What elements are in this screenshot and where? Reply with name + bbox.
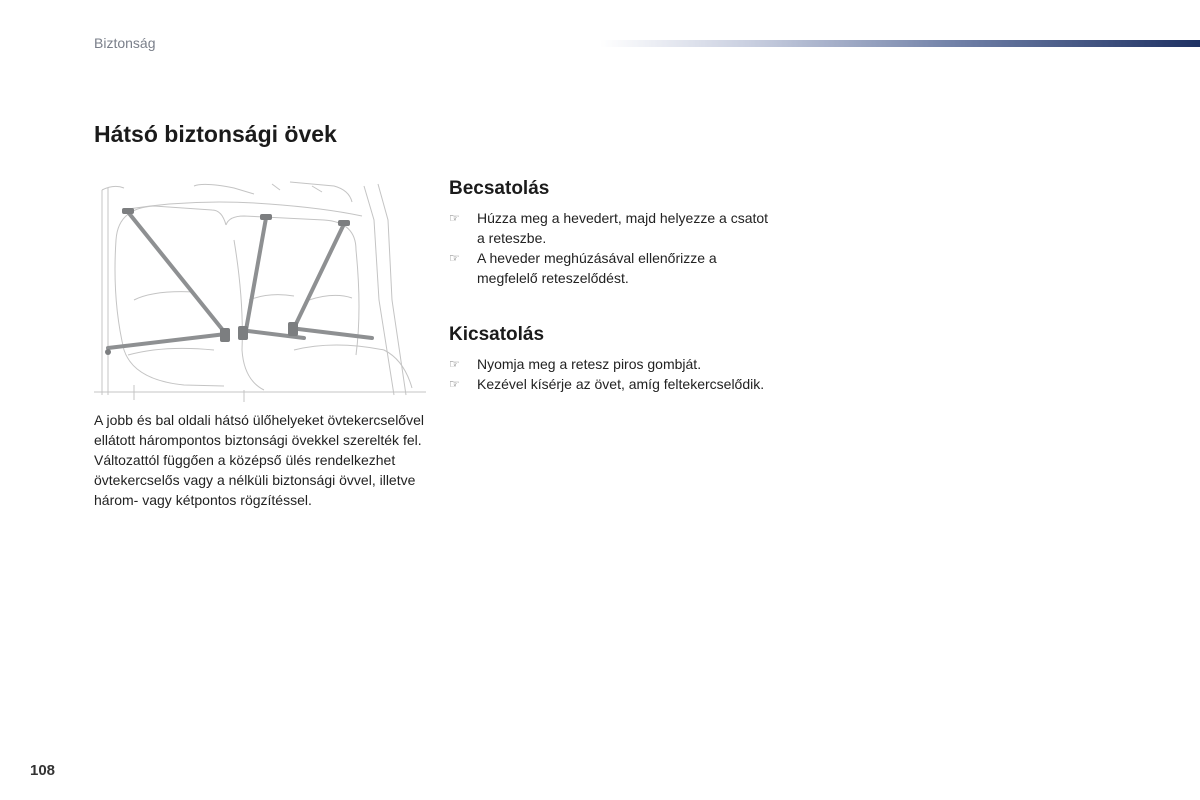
section-unfastening-list [449, 354, 769, 394]
buckle-left-icon [220, 328, 230, 342]
section-fastening-list [449, 208, 769, 288]
section-unfastening-title: Kicsatolás [449, 324, 545, 345]
belt-middle-diagonal [246, 218, 266, 330]
list-item-text: A heveder meghúzásával ellenőrizze a megfelelő reteszelődést. [477, 250, 717, 286]
section-fastening-title: Becsatolás [449, 178, 550, 199]
buckle-right-icon [288, 322, 298, 336]
pointing-hand-icon: ☞ [449, 211, 460, 225]
anchor-left-icon [105, 349, 111, 355]
header-gradient-bar [600, 40, 1200, 47]
intro-paragraph-2: Változattól függően a középső ülés rendelkezhet övtekercselős vagy a nélküli biztonsági övvel, illetve három- vagy kétpontos rögzítéssel. [94, 452, 416, 508]
list-item [449, 354, 769, 374]
buckle-middle-icon [238, 326, 248, 340]
belt-left-diagonal [128, 212, 226, 334]
retractor-middle-icon [260, 214, 272, 220]
list-item-text: Húzza meg a hevedert, majd helyezze a csatot a reteszbe. [477, 210, 769, 246]
list-item-text: Nyomja meg a retesz piros gombját. [477, 356, 702, 372]
retractor-right-icon [338, 220, 350, 226]
retractor-left-icon [122, 208, 134, 214]
rear-seat-belts-illustration [94, 180, 426, 402]
list-item [449, 374, 769, 394]
list-item [449, 248, 769, 288]
section-unfastening [449, 324, 769, 394]
intro-text [94, 410, 429, 510]
section-fastening [449, 178, 769, 288]
pointing-hand-icon: ☞ [449, 357, 460, 371]
intro-paragraph-1: A jobb és bal oldali hátsó ülőhelyeket övtekercselővel ellátott hárompontos biztonsági övekkel szerelték fel. [94, 412, 424, 448]
page-number: 108 [30, 762, 56, 779]
belt-right-diagonal [294, 224, 344, 328]
page-title: Hátsó biztonsági övek [94, 121, 337, 147]
pointing-hand-icon: ☞ [449, 251, 460, 265]
list-item [449, 208, 769, 248]
belt-left-lap [108, 334, 226, 348]
section-label: Biztonság [94, 35, 156, 51]
list-item-text: Kezével kísérje az övet, amíg feltekercselődik. [477, 376, 765, 392]
pointing-hand-icon: ☞ [449, 377, 460, 391]
